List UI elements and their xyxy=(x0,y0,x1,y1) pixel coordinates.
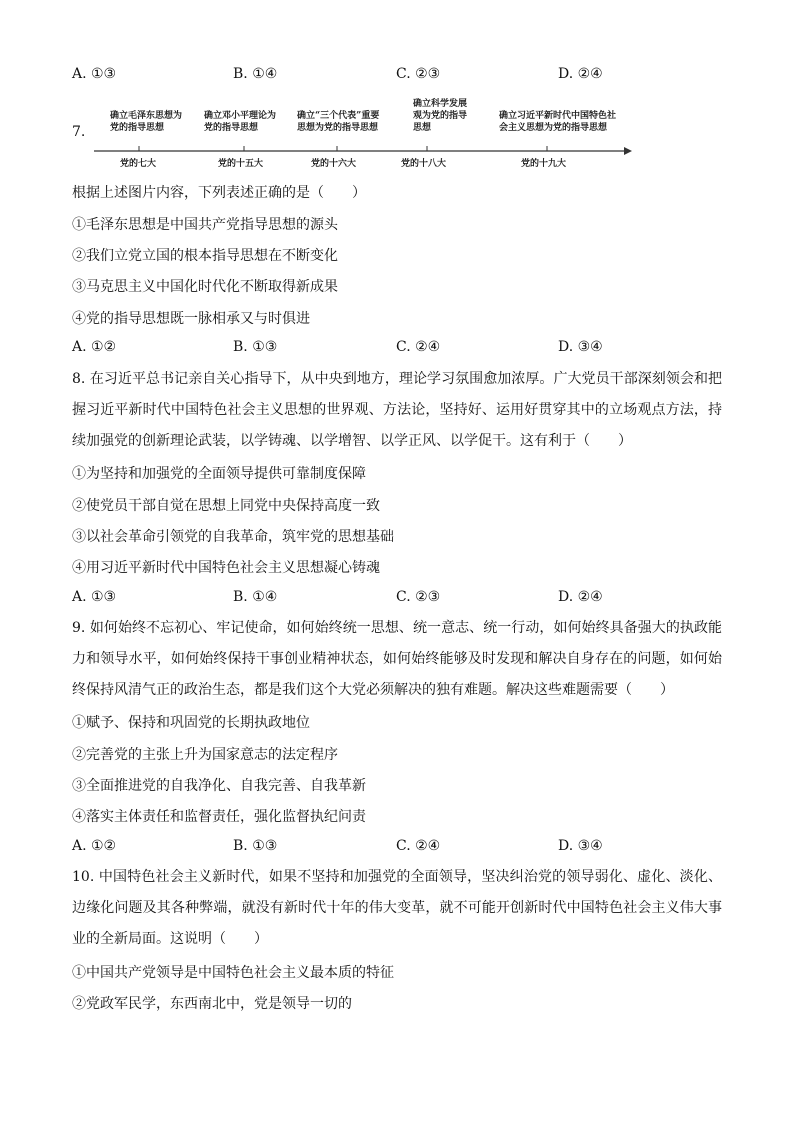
q8-options xyxy=(72,589,732,609)
option-c: C. ②④ xyxy=(396,838,441,854)
q9-statement-4: ④落实主体责任和监督责任，强化监督执纪问责 xyxy=(72,809,366,825)
option-a: A. ①③ xyxy=(72,66,117,82)
timeline-item-5-text: 确立习近平新时代中国特色社会主义思想为党的指导思想 xyxy=(499,111,617,133)
q10-statement-1: ①中国共产党领导是中国特色社会主义最本质的特征 xyxy=(72,965,394,981)
option-b: B. ①③ xyxy=(233,838,278,854)
option-b: B. ①④ xyxy=(233,589,278,605)
question-8-stem: 8. 在习近平总书记亲自关心指导下，从中央到地方，理论学习氛围愈加浓厚。广大党员干部深刻领会和把握习近平新时代中国特色社会主义思想的世界观、方法论，坚持好、运用好贯穿其中的立场观点方法，持续加强党的创新理论武装，以学铸魂、以学增智、以学正风、以学促干。这有利于（ ） xyxy=(72,371,722,449)
option-d: D. ②④ xyxy=(558,66,603,82)
option-c: C. ②③ xyxy=(396,66,441,82)
option-a: A. ①② xyxy=(72,838,117,854)
q8-statement-2: ②使党员干部自觉在思想上同党中央保持高度一致 xyxy=(72,498,380,514)
q9-statement-3: ③全面推进党的自我净化、自我完善、自我革新 xyxy=(72,778,366,794)
option-a: A. ①③ xyxy=(72,589,117,605)
option-a: A. ①② xyxy=(72,339,117,355)
q7-statement-3: ③马克思主义中国化时代化不断取得新成果 xyxy=(72,279,338,295)
q8-statement-3: ③以社会革命引领党的自我革命，筑牢党的思想基础 xyxy=(72,529,394,545)
timeline-item-2-text: 确立邓小平理论为党的指导思想 xyxy=(204,111,277,133)
question-10-stem: 10. 中国特色社会主义新时代，如果不坚持和加强党的全面领导，坚决纠治党的领导弱化、虚化、淡化、边缘化问题及其各种弊端，就没有新时代十年的伟大变革，就不可能开创新时代中国特色社会主义伟大事业的全新局面。这说明（ ） xyxy=(72,869,722,947)
question-7-stem: 根据上述图片内容，下列表述正确的是（ ） xyxy=(72,185,366,201)
q6-options xyxy=(72,66,732,86)
option-b: B. ①③ xyxy=(233,339,278,355)
q9-statement-2: ②完善党的主张上升为国家意志的法定程序 xyxy=(72,747,338,763)
option-c: C. ②④ xyxy=(396,339,441,355)
option-b: B. ①④ xyxy=(233,66,278,82)
timeline-item-3-text: 确立“三个代表”重要思想为党的指导思想 xyxy=(297,111,380,133)
q10-statement-2: ②党政军民学，东西南北中，党是领导一切的 xyxy=(72,996,352,1012)
option-d: D. ③④ xyxy=(558,838,603,854)
timeline-item-1-text: 确立毛泽东思想为党的指导思想 xyxy=(110,111,183,133)
option-d: D. ③④ xyxy=(558,339,603,355)
timeline-label-2: 党的十五大 xyxy=(218,159,264,169)
option-d: D. ②④ xyxy=(558,589,603,605)
question-9-stem: 9. 如何始终不忘初心、牢记使命，如何始终统一思想、统一意志、统一行动，如何始终具备强大的执政能力和领导水平，如何始终保持干事创业精神状态，如何始终能够及时发现和解决自身存在的问题，如何始终保持风清气正的政治生态，都是我们这个大党必须解决的独有难题。解决这些难题需要（ ） xyxy=(72,620,722,698)
timeline-label-4: 党的十八大 xyxy=(401,159,447,169)
option-c: C. ②③ xyxy=(396,589,441,605)
q9-statement-1: ①赋予、保持和巩固党的长期执政地位 xyxy=(72,715,310,731)
timeline-diagram xyxy=(92,92,632,172)
timeline-label-3: 党的十六大 xyxy=(311,159,357,169)
q7-statement-1: ①毛泽东思想是中国共产党指导思想的源头 xyxy=(72,217,338,233)
q7-options xyxy=(72,339,732,359)
q7-statement-2: ②我们立党立国的根本指导思想在不断变化 xyxy=(72,248,338,264)
q9-options xyxy=(72,838,732,858)
q8-statement-4: ④用习近平新时代中国特色社会主义思想凝心铸魂 xyxy=(72,560,380,576)
timeline-label-5: 党的十九大 xyxy=(521,159,567,169)
question-7-number: 7. xyxy=(72,124,86,140)
timeline-label-1: 党的七大 xyxy=(120,159,157,169)
q8-statement-1: ①为坚持和加强党的全面领导提供可靠制度保障 xyxy=(72,466,366,482)
q7-statement-4: ④党的指导思想既一脉相承又与时俱进 xyxy=(72,311,310,327)
timeline-item-4-text: 确立科学发展观为党的指导思想 xyxy=(413,99,468,133)
